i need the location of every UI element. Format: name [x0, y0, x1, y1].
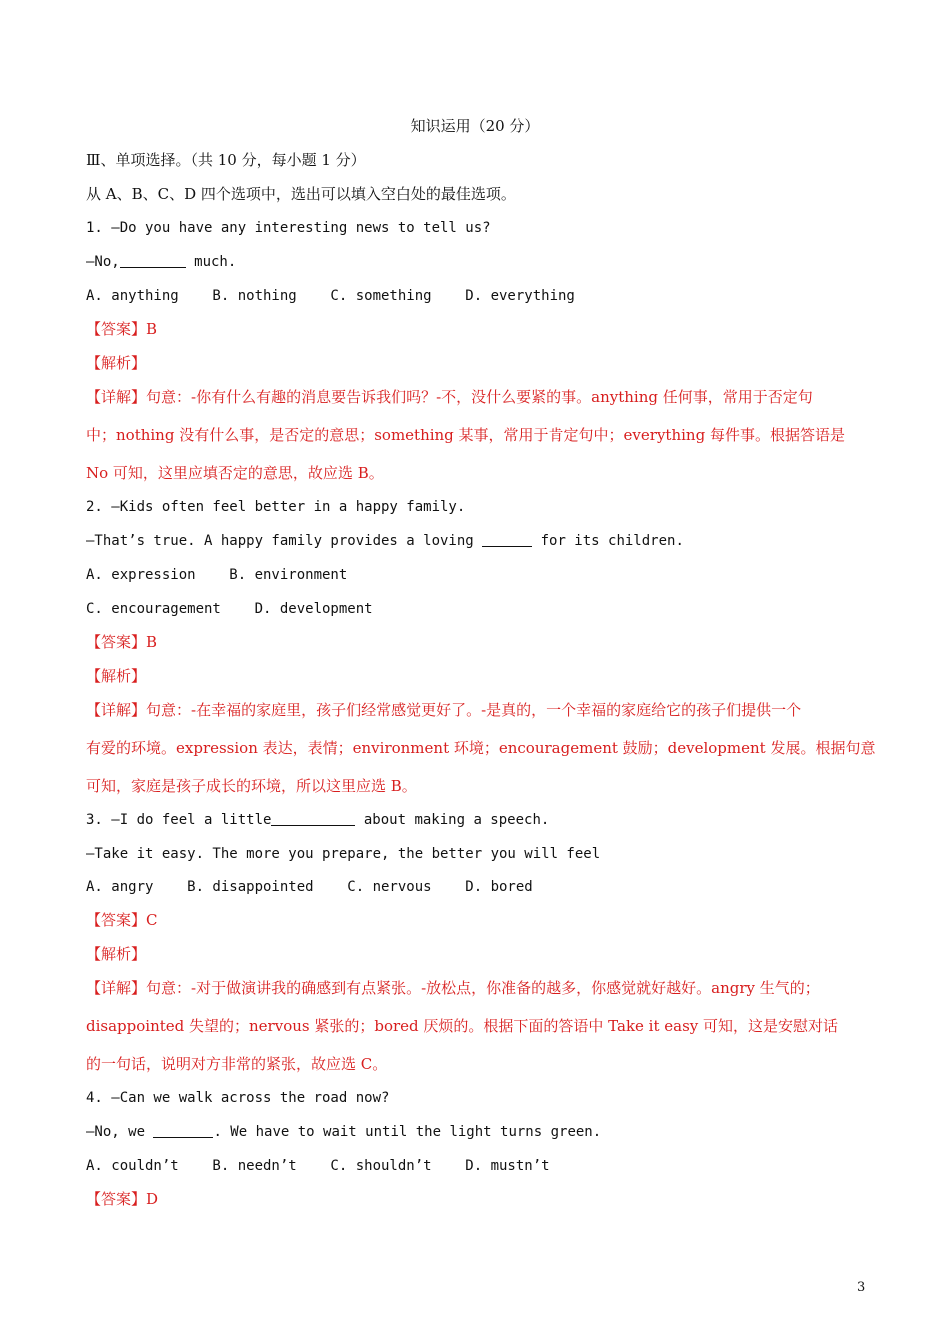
q2-options-row-1: A. expression B. environment	[86, 567, 348, 583]
q1-stem: 1. —Do you have any interesting news to tell us?	[86, 220, 491, 236]
q3-detail-line-1: 【详解】句意：-对于做演讲我的确感到有点紧张。-放松点，你准备的越多，你感觉就好越好。angry 生气的；	[86, 979, 820, 997]
q2-reply-start: —That’s true. A happy family provides a loving	[86, 533, 483, 549]
section-heading: Ⅲ、单项选择。（共 10 分，每小题 1 分）	[86, 151, 366, 169]
q4-reply-end: . We have to wait until the light turns green.	[213, 1124, 602, 1140]
q2-stem: 2. —Kids often feel better in a happy family.	[86, 499, 466, 515]
q2-options-row-2: C. encouragement D. development	[86, 601, 373, 617]
q1-answer-blank	[120, 253, 186, 268]
q4-reply-start: —No, we	[86, 1124, 154, 1140]
q2-answer: 【答案】B	[86, 633, 158, 651]
q3-stem	[86, 810, 549, 830]
q4-answer-blank	[153, 1123, 213, 1138]
q2-detail-line-1: 【详解】句意：-在幸福的家庭里，孩子们经常感觉更好了。-是真的，一个幸福的家庭给它的孩子们提供一个	[86, 701, 802, 719]
q3-options: A. angry B. disappointed C. nervous D. bored	[86, 879, 533, 895]
q1-detail-line-2: 中；nothing 没有什么事，是否定的意思；something 某事，常用于肯定句中；everything 每件事。根据答语是	[86, 426, 845, 444]
q4-answer: 【答案】D	[86, 1190, 159, 1208]
q1-detail-line-1: 【详解】句意：-你有什么有趣的消息要告诉我们吗？-不，没什么要紧的事。anything 任何事，常用于否定句	[86, 388, 813, 406]
q3-stem-start: 3. —I do feel a little	[86, 812, 272, 828]
q3-detail-line-3: 的一句话，说明对方非常的紧张，故应选 C。	[86, 1055, 388, 1073]
q2-analysis-label: 【解析】	[86, 667, 147, 685]
page-number: 3	[857, 1280, 866, 1295]
q2-reply-end: for its children.	[532, 533, 684, 549]
q3-stem-end: about making a speech.	[355, 812, 550, 828]
q2-answer-blank	[482, 532, 532, 547]
q3-answer: 【答案】C	[86, 911, 158, 929]
q1-options: A. anything B. nothing C. something D. everything	[86, 288, 575, 304]
q1-reply-end: much.	[185, 254, 237, 270]
q4-stem: 4. —Can we walk across the road now?	[86, 1090, 390, 1106]
instruction-text: 从 A、B、C、D 四个选项中，选出可以填入空白处的最佳选项。	[86, 185, 516, 203]
q2-detail-line-2: 有爱的环境。expression 表达，表情；environment 环境；encouragement 鼓励；development 发展。根据句意	[86, 739, 876, 757]
q1-detail-line-3: No 可知，这里应填否定的意思，故应选 B。	[86, 464, 384, 482]
q1-reply-start: —No,	[86, 254, 120, 270]
q3-detail-line-2: disappointed 失望的；nervous 紧张的；bored 厌烦的。根据下面的答语中 Take it easy 可知，这是安慰对话	[86, 1017, 839, 1035]
q4-options: A. couldn’t B. needn’t C. shouldn’t D. mustn’t	[86, 1158, 550, 1174]
q2-reply	[86, 531, 684, 551]
q1-analysis-label: 【解析】	[86, 354, 147, 372]
q3-answer-blank	[271, 811, 355, 826]
page-title: 知识运用（20 分）	[410, 117, 540, 135]
q2-detail-line-3: 可知，家庭是孩子成长的环境，所以这里应选 B。	[86, 777, 417, 795]
q4-reply	[86, 1122, 601, 1142]
q3-analysis-label: 【解析】	[86, 945, 147, 963]
q3-reply: —Take it easy. The more you prepare, the better you will feel	[86, 846, 601, 862]
q1-reply	[86, 252, 236, 272]
q1-answer: 【答案】B	[86, 320, 158, 338]
